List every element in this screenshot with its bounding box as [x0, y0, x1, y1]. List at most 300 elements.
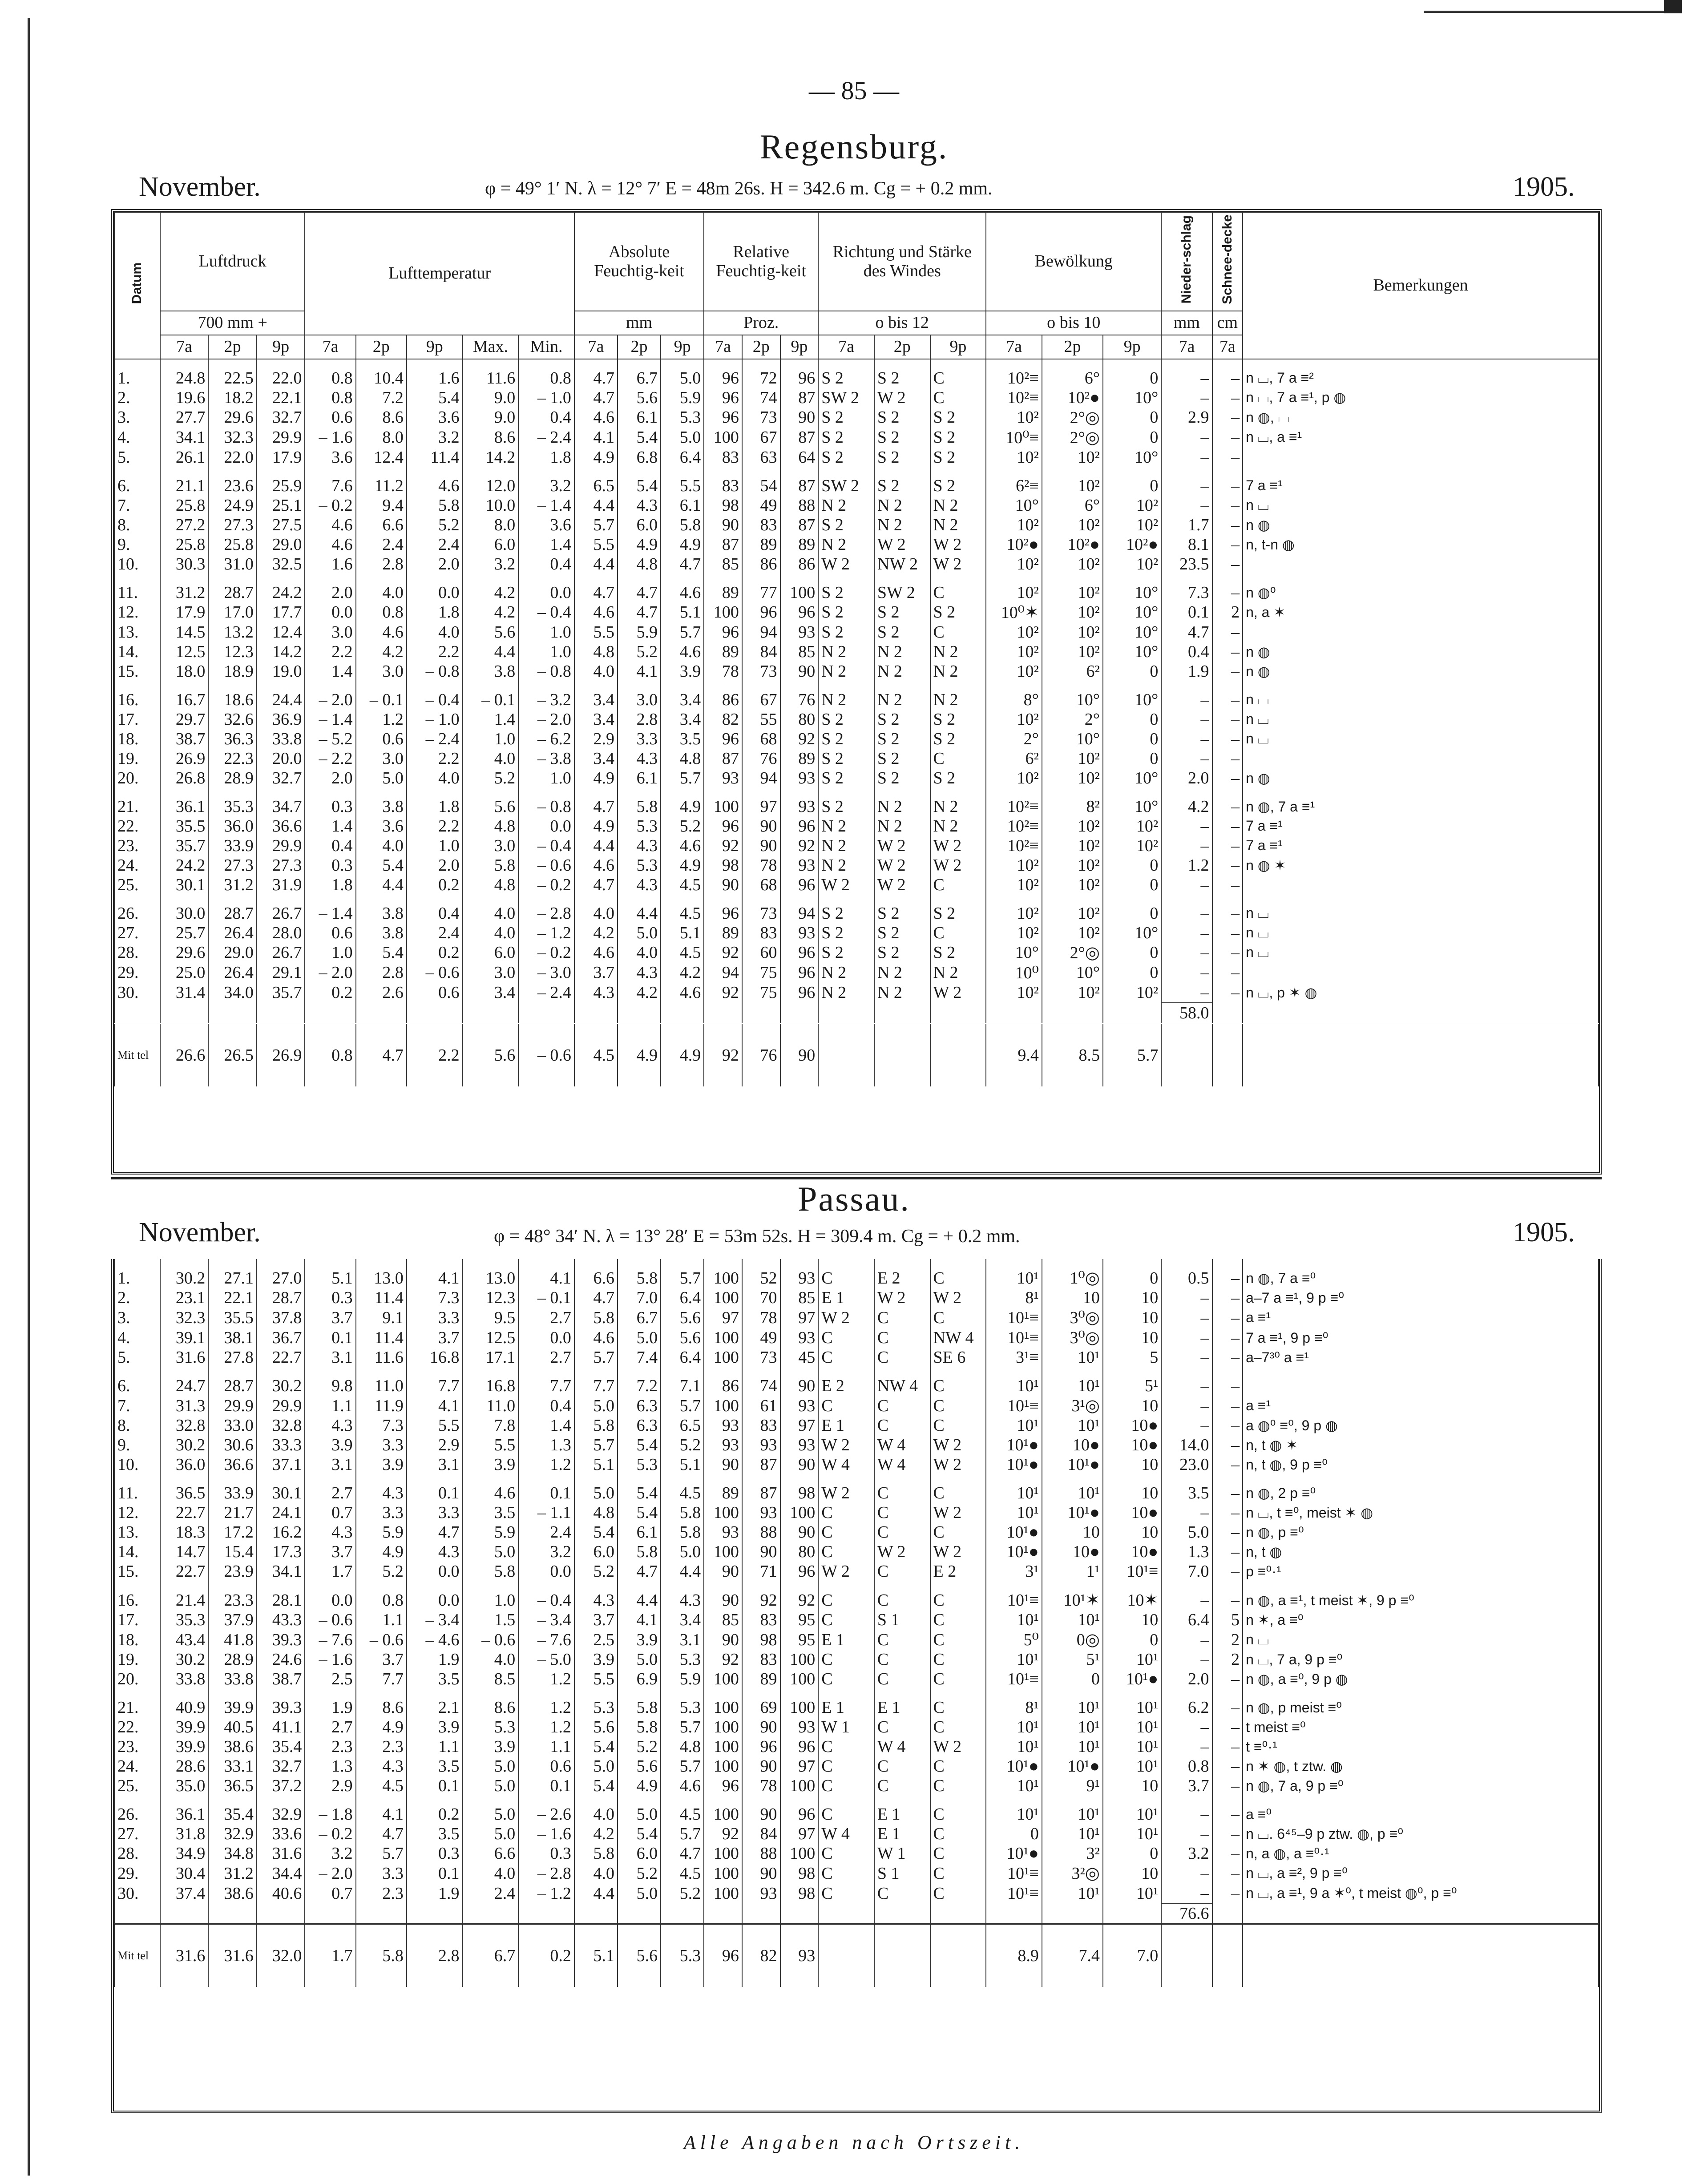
pressure-cell: 32.7: [257, 1756, 305, 1776]
rel-humidity-cell: 90: [742, 1805, 780, 1824]
temperature-cell: 1.1: [518, 1737, 574, 1756]
pressure-cell: 33.8: [257, 729, 305, 749]
temperature-cell: 3.0: [356, 749, 407, 768]
precipitation-cell: –: [1161, 1717, 1212, 1737]
temperature-cell: 3.7: [305, 1542, 355, 1562]
day-cell: 7.: [114, 1396, 160, 1416]
wind-cell: S 2: [818, 729, 874, 749]
abs-humidity-cell: 5.7: [574, 1348, 618, 1367]
spacer-cell: [874, 1924, 930, 1987]
cloud-cell: 10: [1103, 1455, 1161, 1474]
table-row: [114, 943, 1599, 963]
rel-humidity-cell: 68: [742, 729, 780, 749]
wind-cell: S 2: [818, 797, 874, 816]
pressure-cell: 40.6: [257, 1883, 305, 1903]
spacer-cell: [1243, 1796, 1599, 1805]
rel-humidity-cell: 87: [780, 428, 819, 448]
wind-cell: C: [874, 1562, 930, 1581]
rel-humidity-cell: 90: [742, 816, 780, 836]
cloud-cell: 10²: [1042, 515, 1103, 535]
spacer-cell: [208, 1003, 257, 1024]
wind-cell: NW 2: [874, 554, 930, 574]
rel-humidity-cell: 87: [780, 515, 819, 535]
temperature-cell: 5.6: [463, 797, 519, 816]
wind-cell: C: [818, 1396, 874, 1416]
temperature-cell: 4.0: [463, 904, 519, 923]
wind-cell: E 1: [818, 1288, 874, 1308]
wind-cell: W 2: [874, 1288, 930, 1308]
cloud-cell: 2°: [1042, 710, 1103, 729]
day-cell: 12.: [114, 1503, 160, 1522]
day-cell: 27.: [114, 923, 160, 943]
abs-humidity-cell: 4.0: [574, 662, 618, 681]
abs-humidity-cell: 5.8: [574, 1844, 618, 1863]
spacer-cell: [114, 1581, 160, 1590]
abs-humidity-cell: 4.7: [661, 1844, 704, 1863]
remarks-cell: a ◍⁰ ≡⁰, 9 p ◍: [1243, 1416, 1599, 1435]
cloud-cell: 8°: [986, 690, 1042, 710]
temperature-cell: 3.5: [407, 1669, 463, 1689]
cloud-cell: 10²●: [986, 535, 1042, 554]
spacer-cell: [704, 1796, 742, 1805]
pressure-cell: 18.9: [208, 662, 257, 681]
spacer-cell: [704, 1903, 742, 1924]
temperature-cell: 4.3: [356, 1483, 407, 1503]
abs-humidity-cell: 5.2: [574, 1562, 618, 1581]
spacer-cell: [356, 1259, 407, 1268]
temperature-cell: 4.0: [356, 583, 407, 602]
spacer-cell: [704, 574, 742, 583]
precipitation-cell: –: [1161, 496, 1212, 515]
wind-cell: N 2: [930, 797, 986, 816]
wind-cell: W 2: [874, 875, 930, 895]
rel-humidity-cell: 92: [704, 983, 742, 1003]
temperature-cell: 0.1: [305, 1328, 355, 1348]
pressure-cell: 14.5: [160, 622, 209, 642]
wind-cell: N 2: [818, 496, 874, 515]
temperature-cell: 2.5: [305, 1669, 355, 1689]
spacer-cell: [1103, 1259, 1161, 1268]
abs-humidity-cell: 4.8: [618, 554, 661, 574]
rel-humidity-cell: 96: [742, 602, 780, 622]
temperature-cell: – 1.4: [305, 904, 355, 923]
wind-cell: W 2: [818, 554, 874, 574]
temperature-cell: 3.2: [305, 1844, 355, 1863]
rel-humidity-cell: 90: [704, 1590, 742, 1610]
temperature-cell: – 3.4: [407, 1610, 463, 1630]
cloud-cell: 1⁰◎: [1042, 1268, 1103, 1288]
rel-humidity-cell: 86: [742, 554, 780, 574]
precipitation-cell: –: [1161, 1883, 1212, 1903]
mean-abs-humidity: 5.6: [618, 1924, 661, 1987]
abs-humidity-cell: 6.6: [574, 1268, 618, 1288]
cloud-cell: 10²: [1042, 816, 1103, 836]
spacer-cell: [930, 1259, 986, 1268]
precipitation-cell: –: [1161, 1630, 1212, 1650]
abs-humidity-cell: 4.8: [661, 1737, 704, 1756]
day-cell: 17.: [114, 1610, 160, 1630]
cloud-cell: 3²◎: [1042, 1863, 1103, 1883]
pressure-cell: 39.9: [208, 1698, 257, 1717]
rel-humidity-cell: 100: [704, 1503, 742, 1522]
rel-humidity-cell: 87: [742, 1483, 780, 1503]
pressure-cell: 22.1: [257, 388, 305, 408]
mean-cloud: 9.4: [986, 1023, 1042, 1086]
spacer-cell: [930, 1023, 986, 1086]
wind-cell: W 2: [874, 836, 930, 856]
spacer-cell: [1161, 467, 1212, 476]
wind-cell: N 2: [874, 797, 930, 816]
temperature-cell: 5.2: [356, 1562, 407, 1581]
table-row: [114, 904, 1599, 923]
rel-humidity-cell: 70: [742, 1288, 780, 1308]
spacer-cell: [1161, 895, 1212, 904]
spacer-cell: [407, 1796, 463, 1805]
wind-cell: C: [930, 1883, 986, 1903]
spacer-cell: [742, 1903, 780, 1924]
cloud-cell: 10: [1103, 1863, 1161, 1883]
temperature-cell: 9.0: [463, 388, 519, 408]
header-time-t7a: 7a: [574, 335, 618, 359]
pressure-cell: 29.9: [257, 836, 305, 856]
temperature-cell: 3.8: [356, 923, 407, 943]
cloud-cell: 10¹●: [1103, 1669, 1161, 1689]
cloud-cell: 10²: [986, 408, 1042, 428]
table-row: [114, 1610, 1599, 1630]
temperature-cell: – 1.4: [305, 710, 355, 729]
precipitation-cell: –: [1161, 476, 1212, 496]
cloud-cell: 0: [1103, 943, 1161, 963]
spacer-cell: [874, 681, 930, 690]
spacer-cell: [818, 681, 874, 690]
temperature-cell: 4.3: [305, 1416, 355, 1435]
temperature-cell: – 4.6: [407, 1630, 463, 1650]
temperature-cell: 8.6: [463, 428, 519, 448]
corner-mark: [1664, 0, 1682, 13]
wind-cell: C: [930, 1824, 986, 1844]
precipitation-cell: 7.3: [1161, 583, 1212, 602]
rel-humidity-cell: 96: [780, 1562, 819, 1581]
pressure-cell: 26.4: [208, 923, 257, 943]
temperature-cell: 0.1: [407, 1863, 463, 1883]
header-datum: [114, 212, 160, 359]
cloud-cell: 0: [1103, 1268, 1161, 1288]
wind-cell: C: [930, 1669, 986, 1689]
spacer-cell: [1161, 1474, 1212, 1483]
abs-humidity-cell: 4.3: [618, 875, 661, 895]
temperature-cell: 2.8: [356, 963, 407, 983]
rel-humidity-cell: 89: [742, 535, 780, 554]
precipitation-cell: –: [1161, 1805, 1212, 1824]
precipitation-cell: 1.7: [1161, 515, 1212, 535]
spacer-cell: [780, 788, 819, 797]
table-row: [114, 535, 1599, 554]
spacer-cell: [114, 1259, 160, 1268]
spacer-cell: [356, 574, 407, 583]
wind-cell: W 2: [930, 1503, 986, 1522]
abs-humidity-cell: 5.6: [661, 1308, 704, 1328]
rel-humidity-cell: 68: [742, 875, 780, 895]
rel-humidity-cell: 74: [742, 1376, 780, 1396]
wind-cell: W 2: [874, 856, 930, 875]
wind-cell: SE 6: [930, 1348, 986, 1367]
spacer-cell: [986, 1474, 1042, 1483]
temperature-cell: 5.8: [463, 1562, 519, 1581]
pressure-cell: 37.8: [257, 1308, 305, 1328]
temperature-cell: 12.0: [463, 476, 519, 496]
header-niederschlag: [1161, 212, 1212, 311]
abs-humidity-cell: 5.9: [661, 1669, 704, 1689]
pressure-cell: 36.1: [160, 797, 209, 816]
temperature-cell: – 2.0: [518, 710, 574, 729]
abs-humidity-cell: 5.7: [661, 768, 704, 788]
wind-cell: S 1: [874, 1610, 930, 1630]
pressure-cell: 36.0: [160, 1455, 209, 1474]
spacer-cell: [257, 681, 305, 690]
wind-cell: N 2: [818, 836, 874, 856]
abs-humidity-cell: 4.6: [661, 983, 704, 1003]
abs-humidity-cell: 6.4: [661, 448, 704, 467]
rel-humidity-cell: 97: [780, 1308, 819, 1328]
spacer-cell: [874, 1689, 930, 1698]
temperature-cell: 4.5: [356, 1776, 407, 1796]
spacer-cell: [1161, 681, 1212, 690]
pressure-cell: 32.7: [257, 768, 305, 788]
cloud-cell: 0: [1103, 904, 1161, 923]
wind-cell: SW 2: [818, 476, 874, 496]
temperature-cell: 7.2: [356, 388, 407, 408]
rel-humidity-cell: 74: [742, 388, 780, 408]
cloud-cell: 10¹●: [986, 1844, 1042, 1863]
rel-humidity-cell: 92: [780, 1590, 819, 1610]
abs-humidity-cell: 4.9: [574, 448, 618, 467]
abs-humidity-cell: 4.4: [574, 836, 618, 856]
wind-cell: C: [930, 1776, 986, 1796]
temperature-cell: 4.1: [407, 1268, 463, 1288]
spacer-cell: [208, 681, 257, 690]
snow-cell: –: [1212, 1435, 1243, 1455]
snow-cell: –: [1212, 476, 1243, 496]
wind-cell: S 2: [818, 368, 874, 388]
temperature-cell: – 2.8: [518, 904, 574, 923]
wind-cell: C: [874, 1503, 930, 1522]
rel-humidity-cell: 49: [742, 496, 780, 515]
day-cell: 25.: [114, 875, 160, 895]
cloud-cell: 10°: [1042, 963, 1103, 983]
wind-cell: E 1: [874, 1805, 930, 1824]
precipitation-cell: –: [1161, 1503, 1212, 1522]
precipitation-cell: –: [1161, 428, 1212, 448]
pressure-cell: 31.2: [208, 1863, 257, 1883]
rel-humidity-cell: 73: [742, 1348, 780, 1367]
spacer-cell: [257, 1903, 305, 1924]
day-cell: 19.: [114, 749, 160, 768]
temperature-cell: 12.4: [356, 448, 407, 467]
wind-cell: N 2: [930, 662, 986, 681]
wind-cell: W 2: [818, 1308, 874, 1328]
temperature-cell: 1.2: [518, 1698, 574, 1717]
pressure-cell: 30.3: [160, 554, 209, 574]
abs-humidity-cell: 4.5: [661, 904, 704, 923]
temperature-cell: 3.8: [356, 797, 407, 816]
temperature-cell: – 0.2: [305, 1824, 355, 1844]
pressure-cell: 27.7: [160, 408, 209, 428]
rel-humidity-cell: 93: [780, 1717, 819, 1737]
rel-humidity-cell: 92: [704, 1824, 742, 1844]
pressure-cell: 24.2: [257, 583, 305, 602]
snow-cell: –: [1212, 1844, 1243, 1863]
cloud-cell: 10°: [986, 943, 1042, 963]
spacer-cell: [618, 788, 661, 797]
spacer-cell: [208, 1474, 257, 1483]
cloud-cell: 10°: [1103, 923, 1161, 943]
wind-cell: C: [818, 1590, 874, 1610]
rel-humidity-cell: 96: [780, 943, 819, 963]
spacer-cell: [818, 1259, 874, 1268]
cloud-cell: 10²: [1103, 496, 1161, 515]
cloud-cell: 0: [1042, 1669, 1103, 1689]
spacer-cell: [618, 1581, 661, 1590]
pressure-cell: 41.1: [257, 1717, 305, 1737]
table-row: [114, 1824, 1599, 1844]
pressure-cell: 38.6: [208, 1737, 257, 1756]
spacer-cell: [305, 1367, 355, 1376]
snow-cell: –: [1212, 1268, 1243, 1288]
temperature-cell: 7.7: [407, 1376, 463, 1396]
rel-humidity-cell: 96: [780, 602, 819, 622]
temperature-cell: 5.3: [463, 1717, 519, 1737]
temperature-cell: 4.0: [407, 622, 463, 642]
table-row: [114, 1328, 1599, 1348]
pressure-cell: 31.6: [160, 1348, 209, 1367]
wind-cell: W 2: [930, 1455, 986, 1474]
rel-humidity-cell: 72: [742, 368, 780, 388]
table-row: [114, 923, 1599, 943]
rel-humidity-cell: 94: [704, 963, 742, 983]
pressure-cell: 33.0: [208, 1416, 257, 1435]
header-time-t9p: 9p: [661, 335, 704, 359]
spacer-cell: [1243, 1259, 1599, 1268]
spacer-cell: [574, 1003, 618, 1024]
day-cell: 10.: [114, 1455, 160, 1474]
abs-humidity-cell: 5.4: [618, 428, 661, 448]
spacer-cell: [874, 1903, 930, 1924]
temperature-cell: 2.4: [518, 1522, 574, 1542]
wind-cell: N 2: [874, 816, 930, 836]
pressure-cell: 28.9: [208, 768, 257, 788]
spacer-cell: [356, 1367, 407, 1376]
pressure-cell: 32.6: [208, 710, 257, 729]
temperature-cell: – 7.6: [518, 1630, 574, 1650]
spacer-cell: [257, 1689, 305, 1698]
temperature-cell: 0.1: [407, 1776, 463, 1796]
spacer-cell: [1243, 681, 1599, 690]
table-row: [114, 1669, 1599, 1689]
table-row: [114, 408, 1599, 428]
temperature-cell: 4.4: [356, 875, 407, 895]
mean-rel-humidity: 90: [780, 1023, 819, 1086]
abs-humidity-cell: 3.3: [618, 729, 661, 749]
spacer-cell: [114, 1903, 160, 1924]
temperature-cell: 1.0: [518, 642, 574, 662]
spacer-cell: [257, 1581, 305, 1590]
spacer-cell: [1103, 1689, 1161, 1698]
table-row: [114, 1737, 1599, 1756]
mean-row: [114, 1924, 1599, 1987]
cloud-cell: 6°: [1042, 368, 1103, 388]
temperature-cell: 3.6: [356, 816, 407, 836]
pressure-cell: 17.0: [208, 602, 257, 622]
table-row: [114, 875, 1599, 895]
abs-humidity-cell: 5.6: [574, 1717, 618, 1737]
spacer-cell: [407, 895, 463, 904]
pressure-cell: 22.7: [160, 1503, 209, 1522]
cloud-cell: 9¹: [1042, 1776, 1103, 1796]
remarks-cell: [1243, 1376, 1599, 1396]
spacer-cell: [407, 574, 463, 583]
abs-humidity-cell: 4.5: [661, 1863, 704, 1883]
day-cell: 24.: [114, 1756, 160, 1776]
mean-rel-humidity: 76: [742, 1023, 780, 1086]
cloud-cell: 10²●: [1042, 535, 1103, 554]
spacer-cell: [518, 1581, 574, 1590]
abs-humidity-cell: 5.4: [574, 1522, 618, 1542]
rel-humidity-cell: 80: [780, 710, 819, 729]
temperature-cell: 0.4: [305, 836, 355, 856]
spacer-cell: [208, 1367, 257, 1376]
precipitation-cell: 6.4: [1161, 1610, 1212, 1630]
pressure-cell: 32.9: [208, 1824, 257, 1844]
header-time-t2p: 2p: [1042, 335, 1103, 359]
header-time-t9p: 9p: [257, 335, 305, 359]
day-cell: 1.: [114, 368, 160, 388]
abs-humidity-cell: 5.7: [661, 622, 704, 642]
table-row: [114, 856, 1599, 875]
header-abs-unit: mm: [574, 311, 704, 335]
spacer-cell: [208, 1581, 257, 1590]
wind-cell: C: [930, 1805, 986, 1824]
mean-temperature: 4.7: [356, 1023, 407, 1086]
precipitation-cell: 0.8: [1161, 1756, 1212, 1776]
rel-humidity-cell: 61: [742, 1396, 780, 1416]
mean-temperature: 0.8: [305, 1023, 355, 1086]
wind-cell: S 2: [930, 768, 986, 788]
temperature-cell: 4.0: [463, 1863, 519, 1883]
pressure-cell: 35.0: [160, 1776, 209, 1796]
rel-humidity-cell: 85: [704, 1610, 742, 1630]
header-bew-unit: o bis 10: [986, 311, 1161, 335]
precipitation-cell: –: [1161, 1348, 1212, 1367]
snow-cell: –: [1212, 1805, 1243, 1824]
spacer-cell: [257, 1003, 305, 1024]
remarks-cell: n ⌴, p ✶ ◍: [1243, 983, 1599, 1003]
header-nied-time: 7a: [1161, 335, 1212, 359]
snow-cell: –: [1212, 816, 1243, 836]
remarks-cell: 7 a ≡¹: [1243, 476, 1599, 496]
rel-humidity-cell: 96: [742, 1737, 780, 1756]
spacer-cell: [305, 1689, 355, 1698]
cloud-cell: 10²: [1042, 622, 1103, 642]
precipitation-cell: 8.1: [1161, 535, 1212, 554]
spacer-cell: [407, 788, 463, 797]
cloud-cell: 5⁰: [986, 1630, 1042, 1650]
spacer-cell: [518, 1003, 574, 1024]
pressure-cell: 36.0: [208, 816, 257, 836]
abs-humidity-cell: 4.9: [661, 535, 704, 554]
rel-humidity-cell: 93: [780, 768, 819, 788]
spacer-cell: [114, 1003, 160, 1024]
abs-humidity-cell: 6.9: [618, 1669, 661, 1689]
